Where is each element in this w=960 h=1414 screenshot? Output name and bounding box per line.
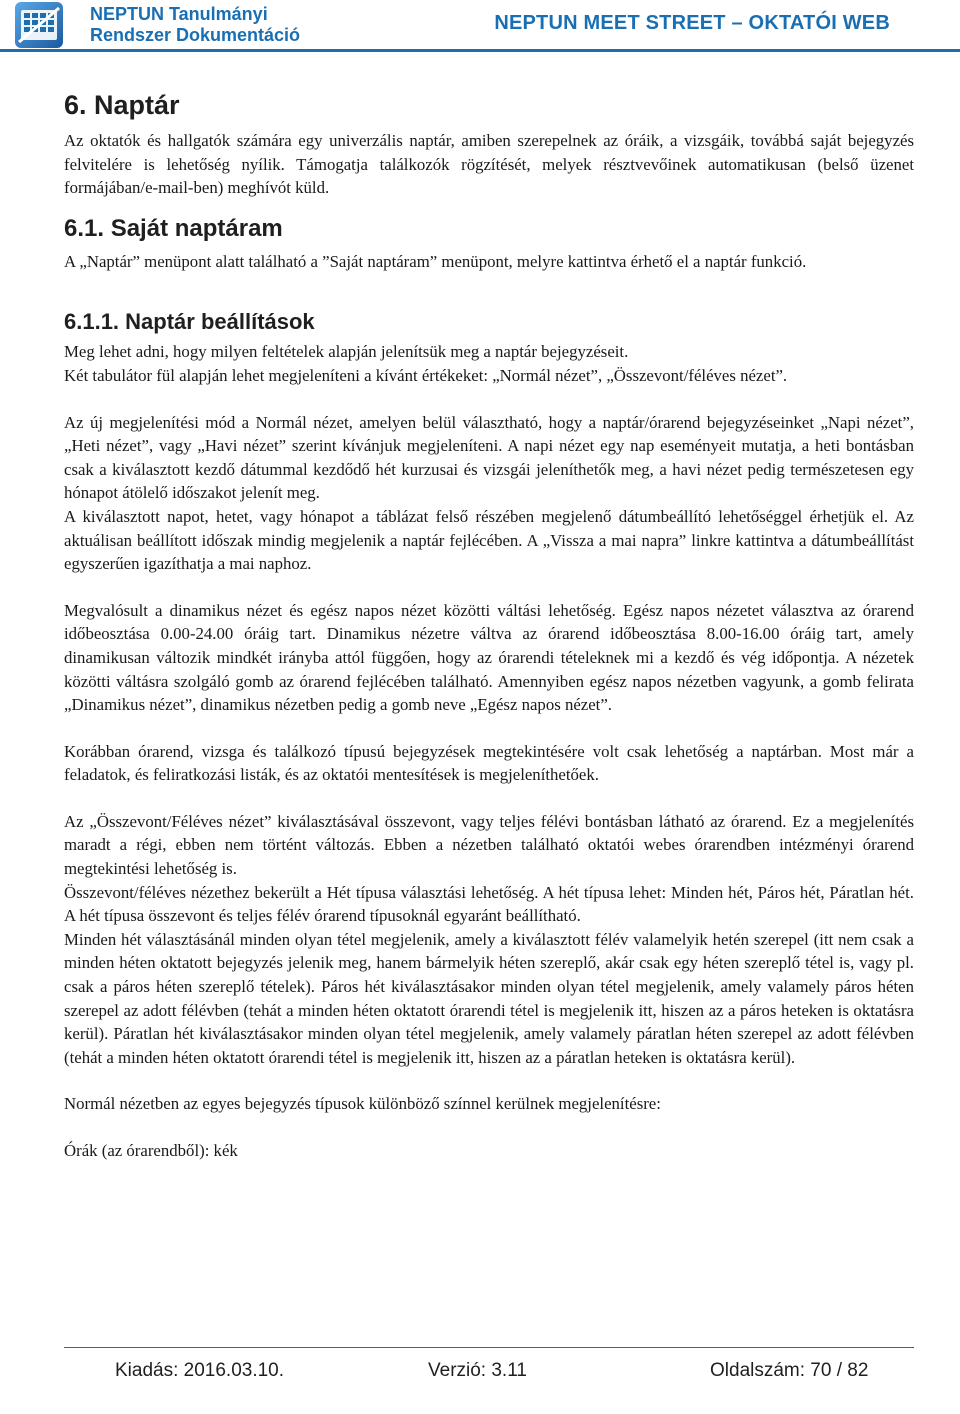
brand-line-2: Rendszer Dokumentáció — [90, 25, 301, 45]
document-title: NEPTUN MEET STREET – OKTATÓI WEB — [494, 12, 890, 34]
paragraph: Az új megjelenítési mód a Normál nézet, amelyen belül választható, hogy a naptár/órarend bejegyzéseinket „Napi nézet”, „Heti nézet”, vagy „Havi nézet” szerint kívánjuk megjeleníteni. A napi nézet egy nap eseményeit mutatja, a heti bontásban csak a kiválasztott kezdő dátummal kezdődő hét kurzusai és vizsgái jeleníthetők meg, a havi nézet pedig természetesen egy hónapot átölelő időszakot jelenít meg. — [64, 412, 914, 503]
paragraph: A kiválasztott napot, hetet, vagy hónapot a táblázat felső részében megjelenő dátumbeállító lehetőséggel érhetjük el. Az aktuálisan beállított időszak mindig megjelenik a naptár fejlécében. A „Vissza a mai napra” linkre kattintva a dátumbeállítást egyszerűen igazíthatja a mai naphoz. — [64, 506, 914, 574]
spacer — [64, 1069, 914, 1092]
paragraph: Összevont/féléves nézethez bekerült a Hét típusa választási lehetőség. A hét típusa lehet: Minden hét, Páros hét, Páratlan hét. A hét típusa összevont és teljes félév órarend típusoknál egyaránt beállítható. — [64, 882, 914, 926]
brand-name — [90, 4, 300, 46]
subsubsection-heading: 6.1.1. Naptár beállítások — [64, 309, 315, 335]
paragraph: Órák (az órarendből): kék — [64, 1141, 238, 1160]
neptun-logo-icon — [15, 2, 63, 48]
spacer — [64, 717, 914, 740]
paragraph: Minden hét választásánál minden olyan tétel megjelenik, amely a kiválasztott félév valamelyik hetén szerepel (itt nem csak a minden héten oktatott bejegyzés jelenik meg, hanem bármelyik héten szereplő, akár csak egy héten szereplő tétel is, vagy pl. csak a páros héten szereplő tételek). Páros hét kiválasztásakor minden olyan tétel megjelenik, amely valamely páros héten szerepel az adott félévben (tehát a minden héten oktatott órarendi tétel is megjelenik itt, hiszen az a páros heteken is oktatásra kerül). Páratlan hét kiválasztásakor minden olyan tétel megjelenik, amely valamely páratlan héten szerepel az adott félévben (tehát a minden héten oktatott órarendi tétel is megjelenik itt, hiszen az a páratlan heteken is oktatásra kerül). — [64, 929, 914, 1067]
paragraph: Meg lehet adni, hogy milyen feltételek alapján jelenítsük meg a naptár bejegyzéseit. — [64, 342, 629, 362]
spacer — [64, 576, 914, 599]
spacer — [64, 388, 914, 411]
paragraph: Két tabulátor fül alapján lehet megjeleníteni a kívánt értékeket: „Normál nézet”, „Összevont/féléves nézet”. — [64, 365, 788, 385]
page-number: Oldalszám: 70 / 82 — [710, 1360, 869, 1381]
spacer — [64, 787, 914, 810]
subsection-text: A „Naptár” menüpont alatt található a ”Saját naptáram” menüpont, melyre kattintva érhető el a naptár funkció. — [64, 251, 807, 271]
paragraph: Korábban órarend, vizsga és találkozó típusú bejegyzések megtekintésére volt csak lehetőség a naptárban. Most már a feladatok, és feliratkozási listák, és az oktatói mentesítések is megjeleníthetőek. — [64, 741, 914, 785]
section-intro: Az oktatók és hallgatók számára egy univerzális naptár, amiben szerepelnek az óráik, a vizsgáik, továbbá saját bejegyzés felvitelére is lehetőség nyílik. Támogatja találkozók rögzítését, melyek résztvevőinek automatikusan (belső üzenet formájában/e-mail-ben) meghívót küld. — [64, 131, 914, 198]
spacer — [64, 273, 914, 296]
page-header — [0, 0, 960, 60]
issue-date: Kiadás: 2016.03.10. — [115, 1360, 285, 1381]
paragraph: Megvalósult a dinamikus nézet és egész napos nézet közötti váltási lehetőség. Egész napos nézetet választva az órarend időbeosztása 0.00-24.00 óráig tart. Dinamikus nézetre váltva az órarend időbeosztása 8.00-16.00 óráig tart, amely dinamikusan változik mindkét irányba attól függően, hogy az órarendi tételeknek mi a kezdő és vég időpontja. A nézetek közötti váltásra szolgáló gomb az órarend fejlécében található. Amennyiben egész napos nézetben vagyunk, a gomb felirata „Dinamikus nézet”, dinamikus nézetben pedig a gomb neve „Egész napos nézet”. — [64, 600, 914, 715]
brand-line-1: NEPTUN Tanulmányi — [90, 4, 268, 24]
document-body — [64, 87, 914, 1163]
spacer — [64, 296, 914, 308]
section-heading: 6. Naptár — [64, 90, 180, 120]
header-divider — [0, 49, 960, 52]
version: Verzió: 3.11 — [428, 1360, 527, 1381]
footer-divider — [64, 1347, 914, 1348]
spacer — [64, 1116, 914, 1139]
paragraph: Az „Összevont/Féléves nézet” kiválasztásával összevont, vagy teljes félévi bontásban látható az órarend. Ez a megjelenítés maradt a régi, ebben nem történt változás. Ebben a nézetben található oktatói webes órarendben intézményi órarend megtekintési lehetőség is. — [64, 811, 914, 879]
paragraph: Normál nézetben az egyes bejegyzés típusok különböző színnel kerülnek megjelenítésre: — [64, 1094, 661, 1114]
subsection-heading: 6.1. Saját naptáram — [64, 214, 283, 242]
